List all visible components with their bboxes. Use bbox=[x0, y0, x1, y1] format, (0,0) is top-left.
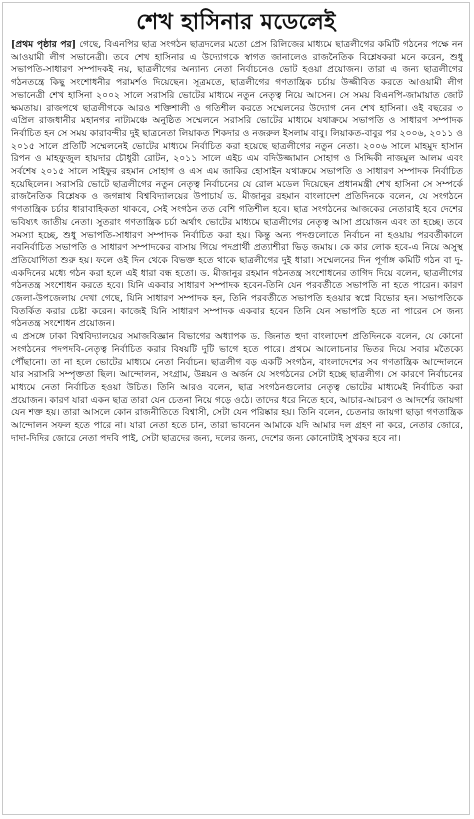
article-paragraph-2 bbox=[11, 331, 463, 445]
continuation-tag: [প্রথম পৃষ্ঠার পর] bbox=[11, 39, 76, 50]
article-paragraph-1 bbox=[11, 39, 463, 331]
paragraph-2-text: এ প্রসঙ্গে ঢাকা বিশ্ববিদ্যালয়ের সমাজবিজ্ঞান বিভাগের অধ্যাপক ড. জিনাত হুদা বাংলাদেশ প্রতিদিনকে বলেন, যে কোনো সংগঠনের পদপদবি-নেতৃত্ব নির্বাচিত করার বিষয়টি দুটি ভাগে হতে পারে। প্রথমে আলোচনার ভিতর দিয়ে সবার মতৈক্যে পৌঁছানো। তা না হলে ভোটের মাধ্যমে নেতা নির্বাচন। ছাত্রলীগ বড় একটি সংগঠন, বাংলাদেশের সব গণতান্ত্রিক আন্দোলনে যার সরাসরি সম্পৃক্ততা ছিল। আন্দোলন, সংগ্রাম, উন্নয়ন ও অর্জন যে সংগঠনের সেটা হচ্ছে ছাত্রলীগ। সে কারণে নির্বাচনের মাধ্যমে নেতা নির্বাচিত হওয়া উচিত। তিনি আরও বলেন, ছাত্র সংগঠনগুলোর নেতৃত্ব ভোটের মাধ্যমেই নির্বাচিত করা প্রয়োজন। কারণ যারা একন ছাত্র তারা যেন চেতনা নিয়ে গড়ে ওঠে। তাদের ধরে নিতে হবে, আচার-আচরণ ও আদর্শের জায়গা যেন শক্ত হয়। তারা আসলে কোন রাজনীতিতে বিশ্বাসী, সেটা যেন পরিষ্কার হয়। তিনি বলেন, চেতনার জায়গা ছাড়া গণতান্ত্রিক আন্দোলন সফল হতে পারে না। যারা নেতা হতে চান, তারা ভাবনেন আমাকে যদি আমার দল গ্রহণ না করে, নেতার জোরে, দাদা-দিদির জোরে নেতা পদবি পাই, সেটা ছাত্রদের জন্য, দলের জন্য, দেশের জন্য কোনোটাই সুখকর হবে না। bbox=[11, 331, 463, 444]
paragraph-1-text: গেছে, বিএনপির ছাত্র সংগঠন ছাত্রদলের মতো প্রেস রিলিজের মাধ্যমে ছাত্রলীগের কমিটি গঠনের পক্ষে নন আওয়ামী লীগ সভানেত্রী। তবে শেখ হাসিনার এ উদ্যোগকে স্বাগত জানালেও রাজনৈতিক বিশ্লেষকরা মনে করেন, শুধু সভাপতি-সাধারণ সম্পাদকই নয়, ছাত্রলীগের অন্যান্য নেতা নির্বাচনেও ভোট হওয়া প্রয়োজন। তারা এ জন্য ছাত্রলীগের গঠনতন্ত্রে কিছু সংশোধনীর পরামর্শও দিয়েছেন। সূত্রমতে, ছাত্রলীগের গণতান্ত্রিক চর্চায় উজ্জীবিত করতে আওয়ামী লীগ সভানেত্রী শেখ হাসিনা ২০০২ সালে সরাসরি ভোটের মাধ্যমে নতুন নেতৃত্ব নিয়ে আসেন। সে সময় বিএনপি-জামায়াত জোট ক্ষমতায়। রাজপথে ছাত্রলীগকে আরও শক্তিশালী ও গতিশীল করতে সম্মেলনের উদ্যোগ নেন শেখ হাসিনা। ওই বছরের ৩ এপ্রিল রাজধানীর মহানগর নাট্যমঞ্চে অনুষ্ঠিত সম্মেলনে সরাসরি ভোটের মাধ্যমে যথাক্রমে সভাপতি ও সাধারণ সম্পাদক নির্বাচিত হন সে সময় কারাবন্দীর দুই ছাত্রনেতা লিয়াকত শিকদার ও নজরুল ইসলাম বাবু। লিয়াকত-বাবুর পর ২০০৬, ২০১১ ও ২০১৫ সালে প্রতিটি সম্মেলনেই ভোটের মাধ্যমে নির্বাচিত করা হয়েছে ছাত্রলীগের নতুন নেতা। ২০০৬ সালে মাহমুদ হাসান রিপন ও মাহফুজুল হায়দার চৌধুরী রোটন, ২০১১ সালে এইচ এম বদিউজ্জামান সোহাগ ও সিদ্দিকী নাজমুল আলম এবং সর্বশেষ ২০১৫ সালে সাইফুর রহমান সোহাগ ও এস এম জাকির হোসাইন যথাক্রমে সভাপতি ও সাধারণ সম্পাদক নির্বাচিত হয়েছিলেন। সরাসরি ভোটে ছাত্রলীগের নতুন নেতৃত্ব নির্বাচনের যে রোল মডেল দিয়েছেন প্রধানমন্ত্রী শেখ হাসিনা সে সম্পর্কে রাজনৈতিক বিশ্লেষক ও জগন্নাথ বিশ্ববিদ্যালয়ের উপাচার্য ড. মীজানুর রহমান বাংলাদেশ প্রতিদিনকে বলেন, যে সংগঠনে গণতান্ত্রিক চর্চার ধারাবাহিকতা থাকবে, সেই সংগঠন তত বেশি গতিশীল হবে। ছাত্র সংগঠনের আজকের নেতারাই হবে দেশের ভবিষ্যৎ জাতীয় নেতা। সুতরাং গণতান্ত্রিক চর্চা অর্থাৎ ভোটের মাধ্যমে ছাত্রলীগের নেতৃত্ব আসা প্রয়োজন এবং তা হচ্ছে। তবে সমস্যা হচ্ছে, শুধু সভাপতি-সাধারণ সম্পাদক নির্বাচিত করা হয়। কিন্তু অন্য পদগুলোতে নির্বাচন না হওয়ায় পরবর্তীকালে নবনির্বাচিত সভাপতি ও সাধারণ সম্পাদকের বাসায় গিয়ে পদপ্রার্থী প্রত্যাশীরা ভিড় জমায়। কে কার লোক হবে-এ নিয়ে অসুস্থ প্রতিযোগিতা শুরু হয়। ফলে ওই দিন থেকে বিভক্ত হতে থাকে ছাত্রলীগের দুই ধারা। সম্মেলনের দিন পূর্ণাঙ্গ কমিটি গঠন বা দু-একদিনের মধ্যে গঠন করা হলে এই ধারা বন্ধ হতো। ড. মীজানুর রহমান গঠনতন্ত্র সংশোধনের তাগিদ দিয়ে বলেন, ছাত্রলীগের গঠনতন্ত্র সংশোধন করতে হবে। যিনি একবার সাধারণ সম্পাদক হবেন-তিনি যেন পরবর্তীতে সভাপতি না হতে পারেন। কারণ জেলা-উপজেলায় দেখা গেছে, যিনি সাধারণ সম্পাদক হন, তিনি পরবর্তীতে সভাপতি হওয়ার স্বপ্নে বিভোর হন। সভাপতিকে বিতর্কিত করার চেষ্টা করেন। কাজেই যিনি সাধারণ সম্পাদক একবার হবেন তিনি যেন সভাপতি হতে না পারেন সে জন্য গঠনতন্ত্র সংশোধন প্রয়োজন। bbox=[11, 39, 463, 330]
headline: শেখ হাসিনার মডেলেই bbox=[136, 9, 336, 35]
newspaper-clipping bbox=[2, 2, 470, 815]
article-body bbox=[3, 39, 469, 446]
